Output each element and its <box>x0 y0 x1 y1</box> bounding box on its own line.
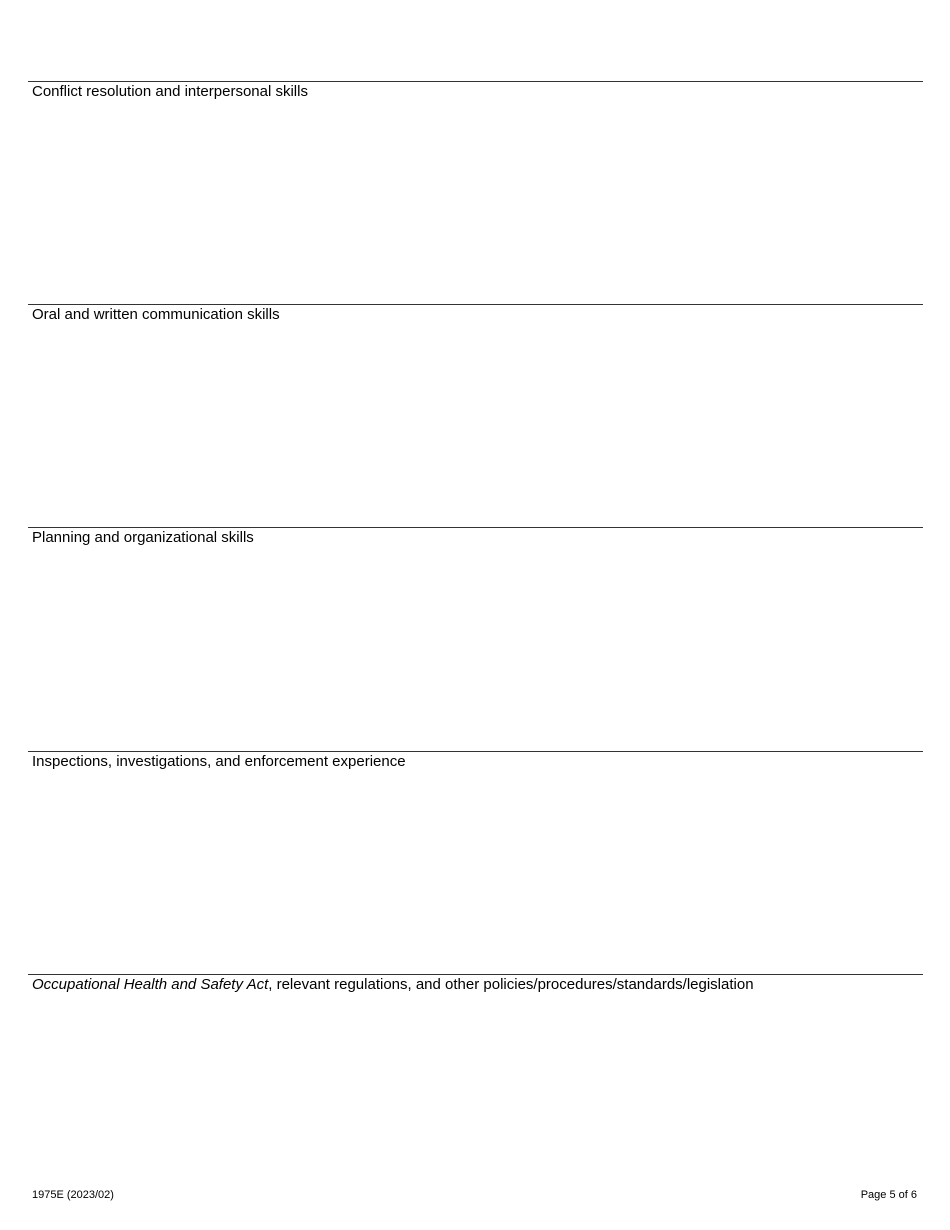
section-label: Inspections, investigations, and enforcement experience <box>32 753 406 770</box>
form-number: 1975E (2023/02) <box>32 1189 114 1201</box>
section-conflict-resolution <box>28 81 923 286</box>
section-label: Conflict resolution and interpersonal skills <box>32 83 308 100</box>
section-planning-skills <box>28 527 923 732</box>
page-number: Page 5 of 6 <box>860 1189 917 1201</box>
section-inspections-experience <box>28 751 923 956</box>
section-ohsa-knowledge <box>28 974 923 1179</box>
communication-skills-answer-field[interactable] <box>32 329 919 505</box>
section-label <box>32 976 754 994</box>
planning-skills-answer-field[interactable] <box>32 552 919 728</box>
inspections-experience-answer-field[interactable] <box>32 776 919 952</box>
ohsa-knowledge-answer-field[interactable] <box>32 999 919 1175</box>
section-label-rest: , relevant regulations, and other policies/procedures/standards/legislation <box>268 976 754 993</box>
section-label: Planning and organizational skills <box>32 529 254 546</box>
section-communication-skills <box>28 304 923 509</box>
section-label: Oral and written communication skills <box>32 306 280 323</box>
act-title: Occupational Health and Safety Act <box>32 976 269 993</box>
conflict-resolution-answer-field[interactable] <box>32 106 919 282</box>
